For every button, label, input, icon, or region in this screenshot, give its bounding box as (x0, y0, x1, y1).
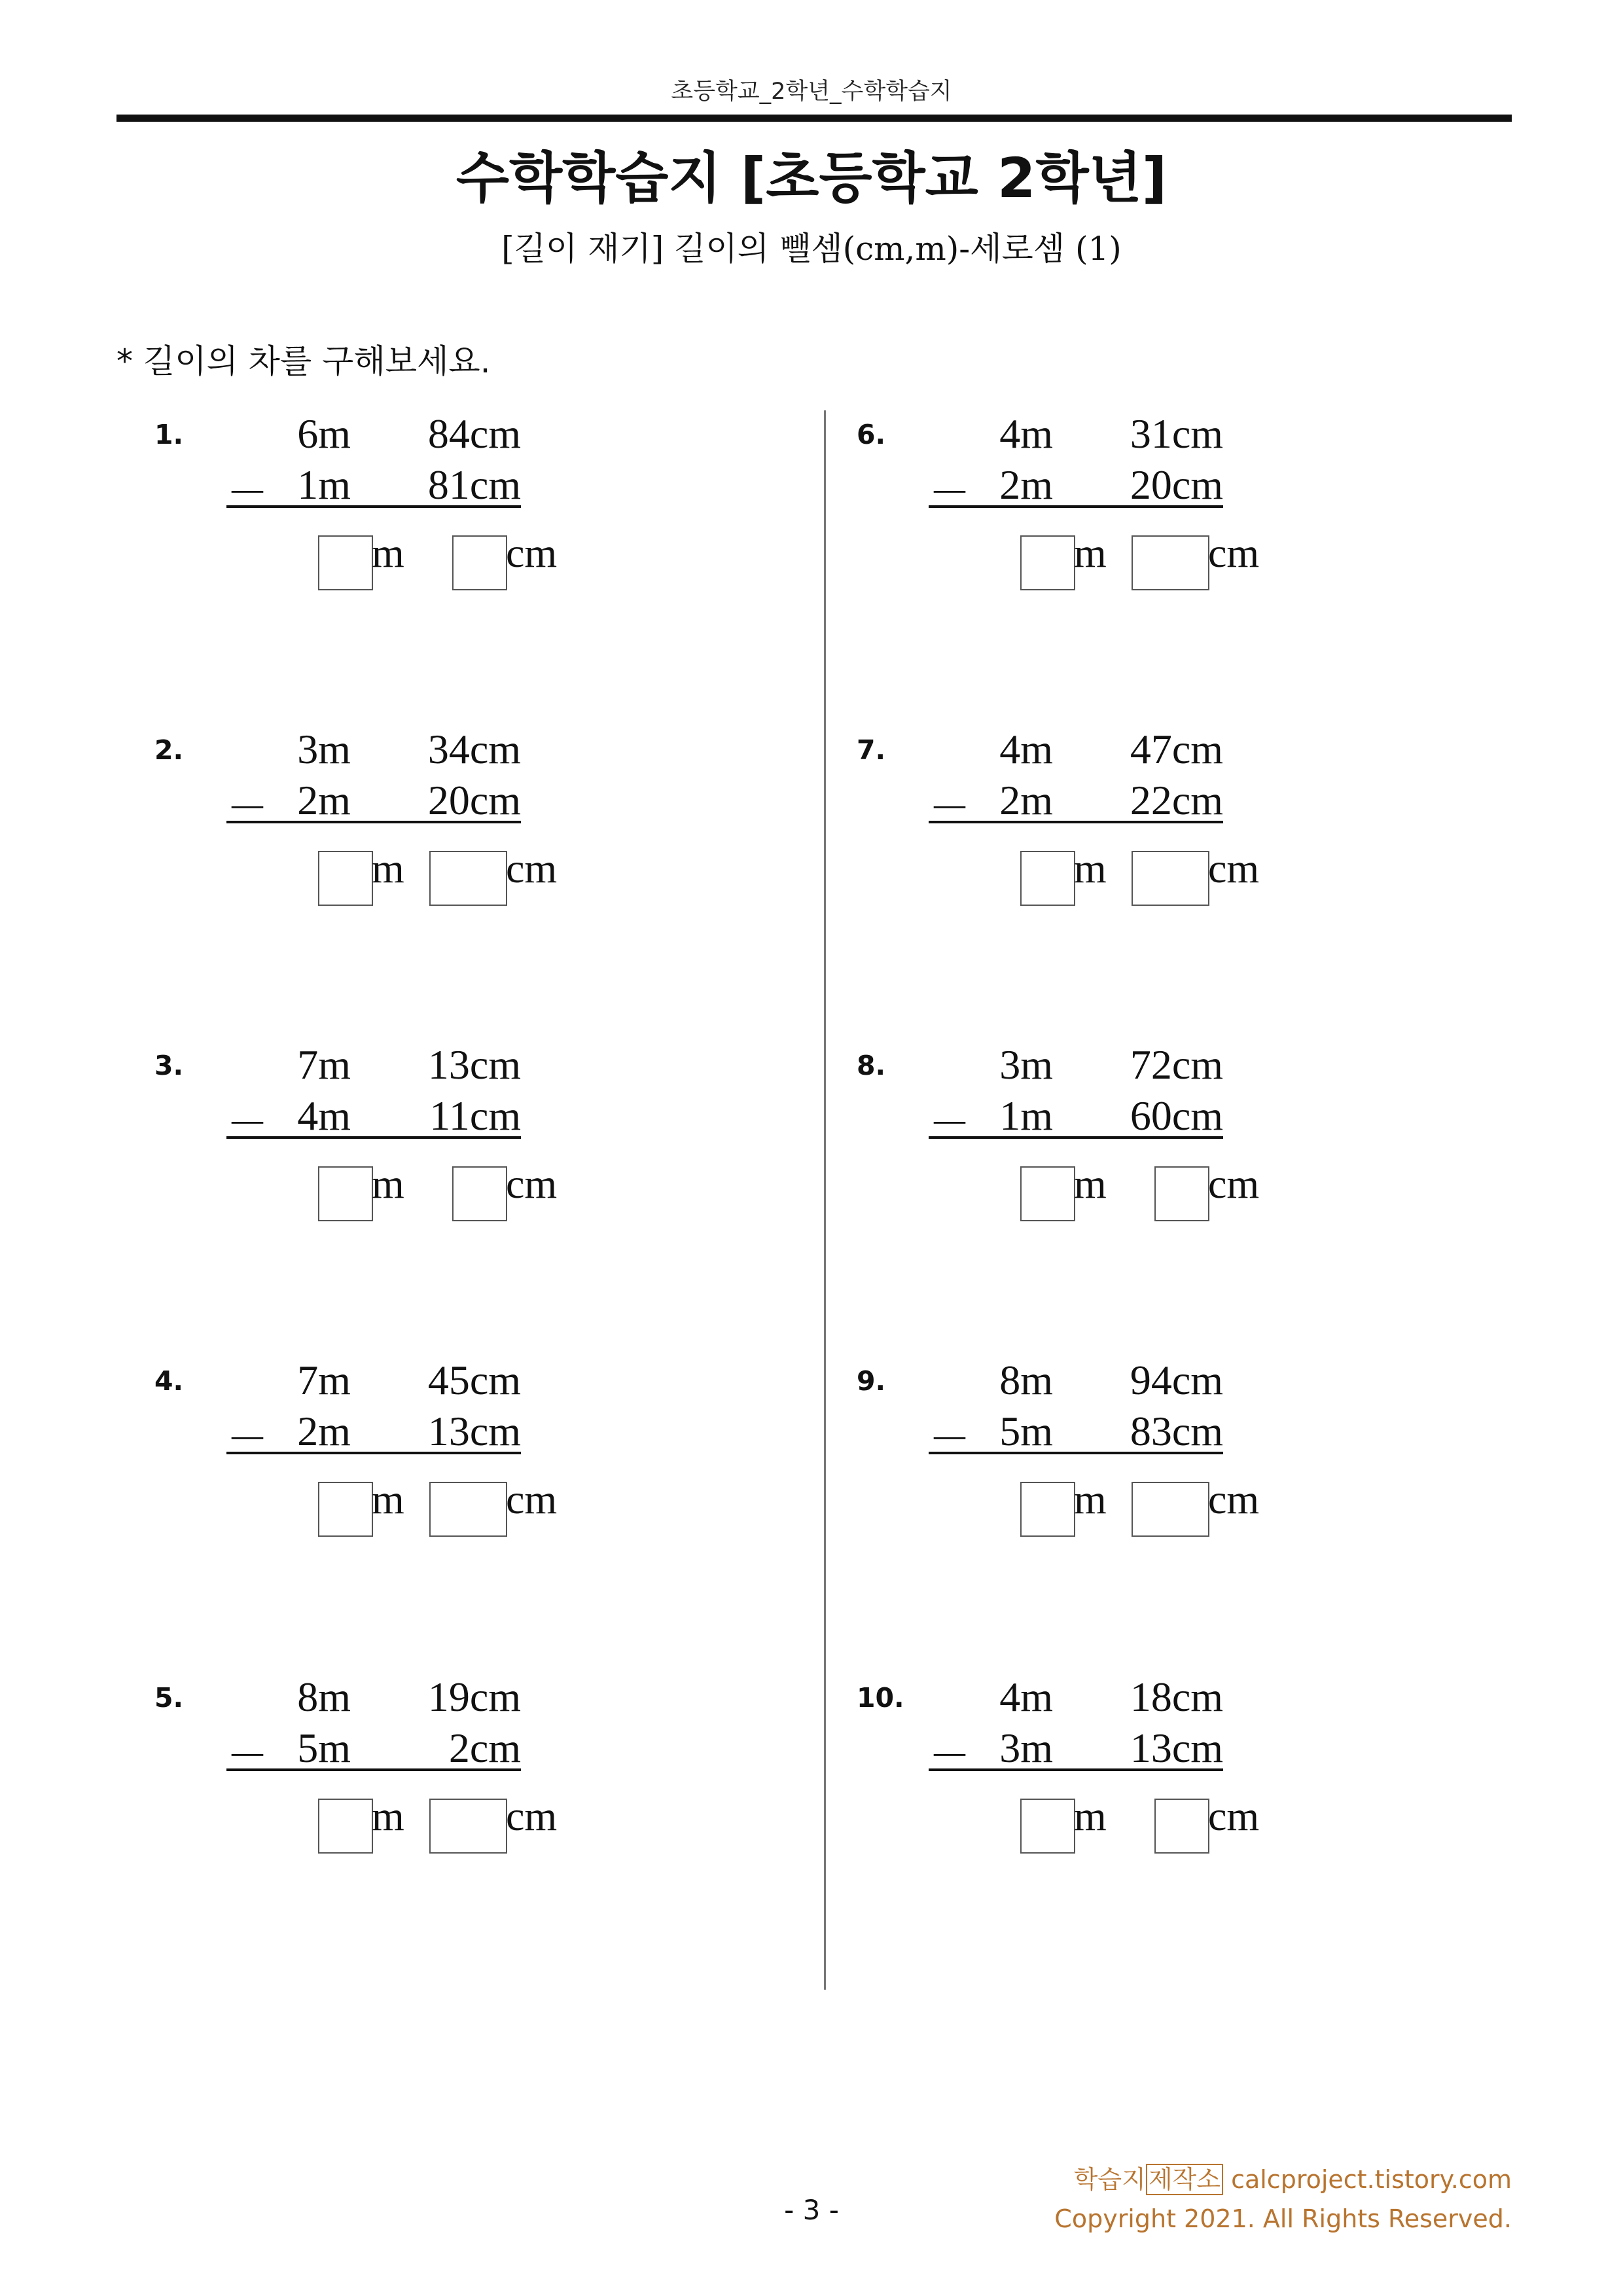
answer-m-box[interactable] (318, 1482, 373, 1537)
problem-8 (857, 1041, 1260, 1246)
problem-number: 2. (154, 734, 184, 766)
subtrahend-m: 2m (297, 777, 351, 823)
unit-m: m (372, 1160, 404, 1207)
answer-m-box[interactable] (318, 1799, 373, 1854)
subtrahend-row (929, 1092, 1223, 1147)
subtrahend-cm: 22cm (1130, 777, 1223, 823)
problem-number: 5. (154, 1682, 184, 1713)
footer-brand-prefix: 학습지 (1073, 2165, 1146, 2194)
minuend-row (226, 1673, 521, 1720)
footer-site[interactable]: calcproject.tistory.com (1231, 2165, 1512, 2194)
minuend-row (226, 725, 521, 772)
subtrahend-row (226, 776, 521, 832)
minuend-cm: 19cm (427, 1674, 521, 1720)
problem-number: 9. (857, 1365, 886, 1397)
minus-sign: － (929, 470, 971, 516)
minuend-m: 3m (999, 1041, 1053, 1088)
header-rule (116, 115, 1512, 122)
unit-m: m (372, 1793, 404, 1839)
answer-m-box[interactable] (318, 535, 373, 590)
minuend-m: 8m (297, 1674, 351, 1720)
unit-m: m (1074, 1476, 1107, 1522)
problem-6 (857, 410, 1260, 615)
minuend-cm: 45cm (427, 1357, 521, 1403)
minus-sign: － (226, 785, 268, 832)
unit-cm: cm (1208, 845, 1260, 891)
minuend-row (226, 1356, 521, 1403)
minuend-row (929, 410, 1223, 457)
subtrahend-row (929, 776, 1223, 832)
subtrahend-row (226, 461, 521, 516)
minuend-m: 4m (999, 726, 1053, 772)
answer-m-box[interactable] (1020, 535, 1075, 590)
unit-cm: cm (1208, 1160, 1260, 1207)
answer-m-box[interactable] (1020, 851, 1075, 906)
answer-m-box[interactable] (318, 1166, 373, 1221)
answer-cm-box[interactable] (452, 1166, 507, 1221)
answer-cm-box[interactable] (429, 1482, 507, 1537)
unit-cm: cm (506, 529, 558, 576)
subtrahend-m: 1m (297, 461, 351, 508)
page-subtitle: [길이 재기] 길이의 뺄셈(cm,m)-세로셈 (1) (501, 230, 1122, 268)
footer (1054, 2160, 1512, 2238)
subtrahend-cm: 20cm (427, 777, 521, 823)
unit-m: m (372, 845, 404, 891)
minuend-m: 8m (999, 1357, 1053, 1403)
page-title: 수학학습지 [초등학교 2학년] (455, 146, 1168, 210)
unit-m: m (1074, 1793, 1107, 1839)
minus-sign: － (226, 1416, 268, 1463)
answer-m-box[interactable] (318, 851, 373, 906)
problem-3 (154, 1041, 558, 1246)
answer-m-box[interactable] (1020, 1166, 1075, 1221)
minuend-m: 4m (999, 1674, 1053, 1720)
problem-4 (154, 1357, 558, 1562)
footer-brand-boxed: 제작소 (1146, 2164, 1223, 2195)
subtrahend-cm: 13cm (427, 1408, 521, 1454)
subtrahend-cm: 60cm (1130, 1092, 1223, 1139)
minus-sign: － (929, 785, 971, 832)
subtrahend-cm: 11cm (429, 1092, 521, 1139)
problem-2 (154, 726, 558, 931)
unit-cm: cm (506, 1476, 558, 1522)
subtrahend-row (929, 461, 1223, 516)
minuend-cm: 18cm (1130, 1674, 1223, 1720)
minuend-row (929, 1041, 1223, 1088)
subtrahend-m: 3m (999, 1725, 1053, 1771)
unit-m: m (372, 1476, 404, 1522)
subtrahend-m: 2m (999, 461, 1053, 508)
minus-sign: － (929, 1416, 971, 1463)
subtrahend-row (929, 1407, 1223, 1463)
answer-m-box[interactable] (1020, 1799, 1075, 1854)
column-divider (824, 410, 826, 1990)
minuend-m: 4m (999, 410, 1053, 457)
unit-cm: cm (1208, 1476, 1260, 1522)
problem-number: 3. (154, 1050, 184, 1081)
unit-m: m (372, 529, 404, 576)
problem-1 (154, 410, 558, 615)
problem-number: 10. (857, 1682, 904, 1713)
subtrahend-m: 5m (999, 1408, 1053, 1454)
unit-cm: cm (506, 845, 558, 891)
subtrahend-m: 1m (999, 1092, 1053, 1139)
minuend-row (226, 410, 521, 457)
answer-cm-box[interactable] (452, 535, 507, 590)
instruction-text: * 길이의 차를 구해보세요. (116, 342, 491, 380)
answer-cm-box[interactable] (1132, 535, 1209, 590)
problem-5 (154, 1674, 558, 1878)
minuend-cm: 13cm (427, 1041, 521, 1088)
answer-cm-box[interactable] (1154, 1166, 1209, 1221)
unit-m: m (1074, 529, 1107, 576)
unit-cm: cm (1208, 1793, 1260, 1839)
unit-cm: cm (1208, 529, 1260, 576)
page-header: 초등학교_2학년_수학학습지 (671, 79, 952, 105)
problem-number: 7. (857, 734, 886, 766)
minuend-cm: 94cm (1130, 1357, 1223, 1403)
problem-number: 4. (154, 1365, 184, 1397)
minuend-cm: 47cm (1130, 726, 1223, 772)
page-number: - 3 - (784, 2194, 839, 2226)
subtrahend-row (226, 1407, 521, 1463)
answer-cm-box[interactable] (1154, 1799, 1209, 1854)
minus-sign: － (226, 1733, 268, 1780)
problem-10 (857, 1674, 1260, 1878)
unit-m: m (1074, 845, 1107, 891)
answer-cm-box[interactable] (429, 1799, 507, 1854)
subtrahend-m: 2m (999, 777, 1053, 823)
subtrahend-cm: 81cm (427, 461, 521, 508)
answer-cm-box[interactable] (429, 851, 507, 906)
minuend-row (929, 1356, 1223, 1403)
subtrahend-m: 4m (297, 1092, 351, 1139)
subtrahend-cm: 20cm (1130, 461, 1223, 508)
minuend-cm: 84cm (427, 410, 521, 457)
footer-brand (1054, 2160, 1512, 2199)
subtrahend-m: 2m (297, 1408, 351, 1454)
minuend-m: 7m (297, 1357, 351, 1403)
minuend-m: 6m (297, 410, 351, 457)
unit-cm: cm (506, 1793, 558, 1839)
minus-sign: － (929, 1733, 971, 1780)
minus-sign: － (226, 1101, 268, 1147)
minuend-row (929, 725, 1223, 772)
minuend-m: 3m (297, 726, 351, 772)
problem-number: 8. (857, 1050, 886, 1081)
subtrahend-cm: 2cm (448, 1725, 521, 1771)
answer-m-box[interactable] (1020, 1482, 1075, 1537)
problem-number: 1. (154, 419, 184, 450)
minus-sign: － (226, 470, 268, 516)
problem-7 (857, 726, 1260, 931)
answer-cm-box[interactable] (1132, 851, 1209, 906)
answer-cm-box[interactable] (1132, 1482, 1209, 1537)
minuend-row (929, 1673, 1223, 1720)
subtrahend-cm: 83cm (1130, 1408, 1223, 1454)
unit-m: m (1074, 1160, 1107, 1207)
problem-9 (857, 1357, 1260, 1562)
minuend-row (226, 1041, 521, 1088)
subtrahend-cm: 13cm (1130, 1725, 1223, 1771)
minuend-cm: 31cm (1130, 410, 1223, 457)
minuend-cm: 34cm (427, 726, 521, 772)
subtrahend-row (226, 1724, 521, 1780)
unit-cm: cm (506, 1160, 558, 1207)
minus-sign: － (929, 1101, 971, 1147)
problem-number: 6. (857, 419, 886, 450)
minuend-m: 7m (297, 1041, 351, 1088)
subtrahend-row (929, 1724, 1223, 1780)
footer-copyright: Copyright 2021. All Rights Reserved. (1054, 2204, 1512, 2233)
subtrahend-row (226, 1092, 521, 1147)
minuend-cm: 72cm (1130, 1041, 1223, 1088)
subtrahend-m: 5m (297, 1725, 351, 1771)
